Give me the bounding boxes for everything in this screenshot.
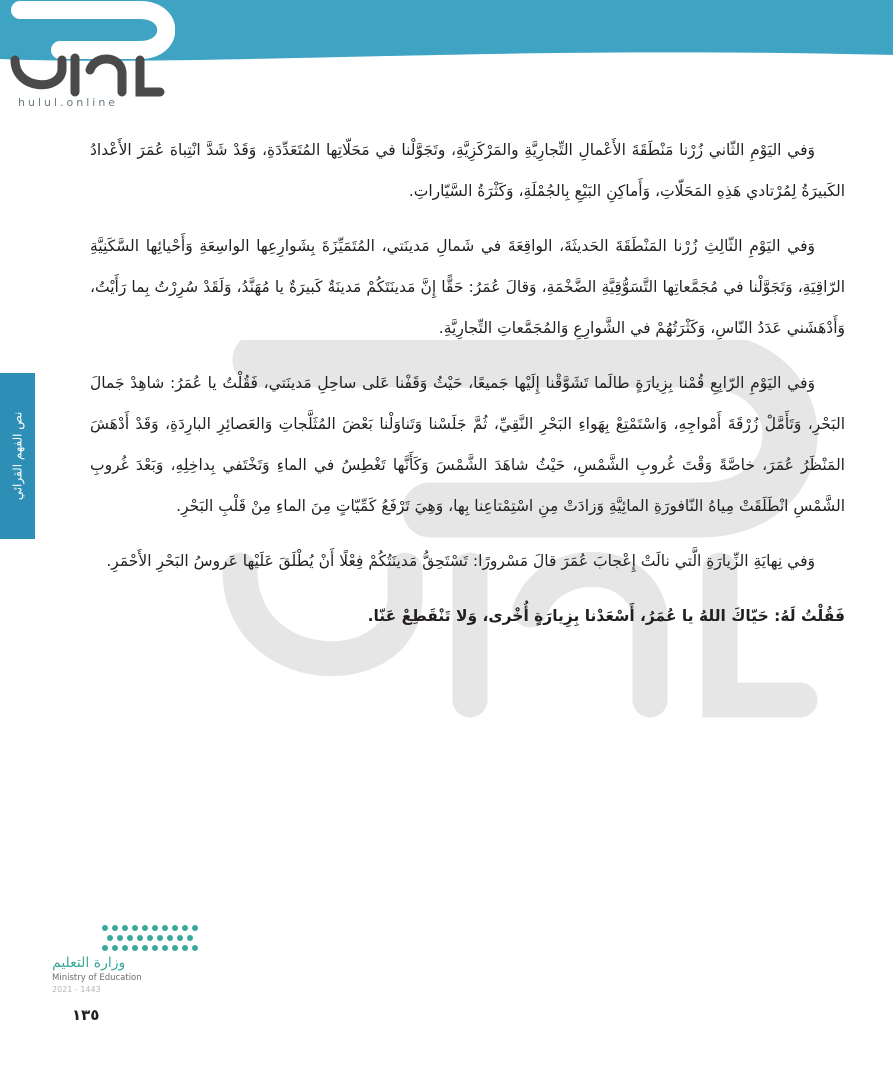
side-tab-label bbox=[0, 373, 35, 539]
hulul-logo bbox=[0, 0, 175, 135]
story-text bbox=[90, 130, 845, 651]
paragraph-day-two: وَفي اليَوْمِ الثّاني زُرْنا مَنْطَقَةَ الأَعْمالِ التِّجارِيَّةِ والمَرْكَزِيَّةِ، وتَجَوَّلْنا في مَحَلّاتِها المُتَعَدِّدَةِ، وَقَدْ شَدَّ انْتِباهَ عُمَرَ الأَعْدادُ الكَبيرَةُ لِمُرْتادي هَذِهِ المَحَلّاتِ، وَأَماكِنِ البَيْعِ بِالجُمْلَةِ، وَكَثْرَةُ السَّيّاراتِ. bbox=[90, 141, 845, 200]
ministry-year: 2021 - 1443 bbox=[52, 985, 101, 994]
page-number: ١٣٥ bbox=[72, 1006, 100, 1024]
paragraph-closing: فَقُلْتُ لَهُ: حَيّاكَ اللهُ يا عُمَرُ، أَسْعَدْنا بِزِيارَةٍ أُخْرى، وَلا تَنْقَطِعْ عَنّا. bbox=[367, 607, 845, 625]
paragraph-day-four: وَفي اليَوْمِ الرّابِعِ قُمْنا بِزِيارَةٍ طالَما تَشَوَّقْنا إِلَيْها جَميعًا، حَيْثُ وَقَفْنا عَلى ساحِلِ مَدينَتي، فَقُلْتُ يا عُمَرُ: شاهِدْ جَمالَ البَحْرِ، وَتَأَمَّلْ زُرْقَةَ أَمْواجِهِ، وَاسْتَمْتِعْ بِهَواءِ البَحْرِ النَّقِيِّ، ثُمَّ جَلَسْنا وَتَناوَلْنا بَعْضَ المُثَلَّجاتِ وَالعَصائِرِ البارِدَةِ، وَقَدْ أَدْهَشَ المَنْظَرُ عُمَرَ، خاصَّةً وَقْتَ غُروبِ الشَّمْسِ، حَيْثُ شاهَدَ الشَّمْسَ وَكَأَنَّها تَغْطِسُ في الماءِ وَتَخْتَفي بِداخِلِهِ، وَبَعْدَ غُروبِ الشَّمْسِ انْطَلَقَتْ مِياهُ النّافورَةِ المائِيَّةِ وَزادَتْ مِنِ اسْتِمْتاعِنا بِها، وَهِيَ تَرْفَعُ كَمِّيّاتٍ مِنَ الماءِ مِنْ قَلْبِ البَحْرِ. bbox=[90, 374, 845, 515]
paragraph-day-three: وَفي اليَوْمِ الثّالِثِ زُرْنا المَنْطَقَةَ الحَديثَةَ، الواقِعَةَ في شَمالِ مَدينَتي، المُتَمَيِّزَةَ بِشَوارِعِها الواسِعَةِ وَأَحْيائِها السَّكَنِيَّةِ الرّاقِيَةِ، وَتَجَوَّلْنا في مُجَمَّعاتِها التَّسَوُّقِيَّةِ الضَّخْمَةِ، وَقالَ عُمَرُ: حَقًّا إِنَّ مَدينَتَكُمْ مَدينَةٌ كَبيرَةٌ يا مُهَنَّدُ، وَلَقَدْ سُرِرْتُ بِما رَأَيْتُ، وَأَدْهَشَني عَدَدُ النّاسِ، وَكَثْرَتُهُمْ في الشَّوارِعِ وَالمُجَمَّعاتِ التِّجارِيَّةِ. bbox=[90, 237, 845, 337]
paragraph-visit-end: وَفي نِهايَةِ الزِّيارَةِ الَّتي نالَتْ إِعْجابَ عُمَرَ قالَ مَسْرورًا: تَسْتَحِقُّ مَدينَتُكُمْ فِعْلًا أَنْ يُطْلَقَ عَلَيْها عَروسُ البَحْرِ الأَحْمَرِ. bbox=[106, 552, 815, 570]
side-tab-text: نص الفهم القرائي bbox=[10, 411, 25, 501]
ministry-name-arabic: وزارة التعليم bbox=[52, 955, 126, 971]
logo-url: hulul.online bbox=[18, 96, 119, 109]
ministry-name-english: Ministry of Education bbox=[52, 973, 142, 983]
hulul-logo-mark bbox=[0, 0, 175, 100]
